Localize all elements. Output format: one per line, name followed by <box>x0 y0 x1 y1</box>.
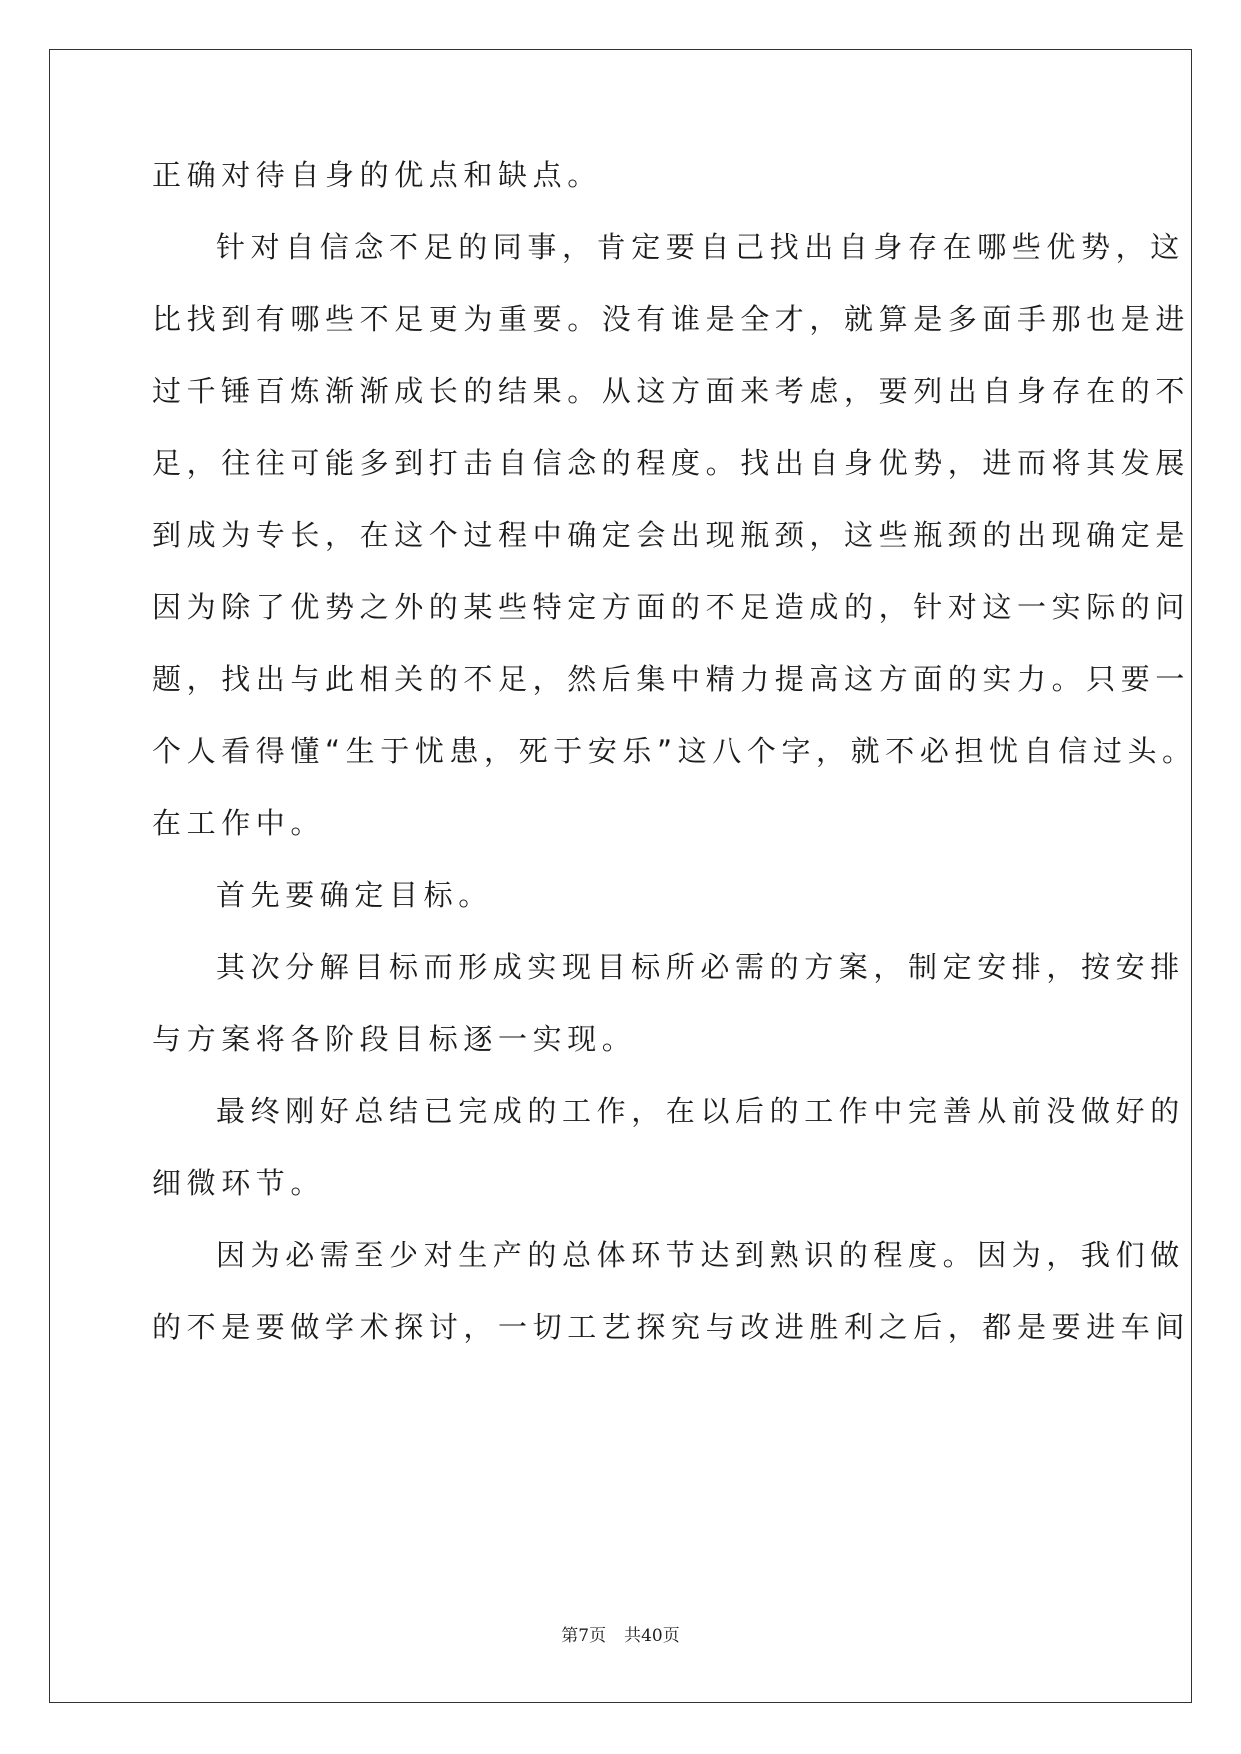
current-page-number: 第7页 <box>561 1626 607 1646</box>
text-line-10: 在工作中。 <box>152 806 326 840</box>
text-line-5: 足，往往可能多到打击自信念的程度。找出自身优势，进而将其发展 <box>152 446 1191 480</box>
text-line-4: 过千锤百炼渐渐成长的结果。从这方面来考虑，要列出自身存在的不 <box>152 374 1191 408</box>
text-line-9: 个人看得懂“生于忧患，死于安乐”这八个字，就不必担忧自信过头。 <box>152 734 1197 768</box>
text-line-11: 首先要确定目标。 <box>216 878 493 912</box>
text-line-15: 细微环节。 <box>152 1166 326 1200</box>
text-line-8: 题，找出与此相关的不足，然后集中精力提高这方面的实力。只要一 <box>152 662 1191 696</box>
text-line-2: 针对自信念不足的同事，肯定要自己找出自身存在哪些优势，这 <box>216 230 1185 264</box>
page-footer <box>0 1625 1241 1647</box>
total-pages: 共40页 <box>624 1626 680 1646</box>
text-line-16: 因为必需至少对生产的总体环节达到熟识的程度。因为，我们做 <box>216 1238 1185 1272</box>
text-line-6: 到成为专长，在这个过程中确定会出现瓶颈，这些瓶颈的出现确定是 <box>152 518 1191 552</box>
text-line-3: 比找到有哪些不足更为重要。没有谁是全才，就算是多面手那也是进 <box>152 302 1191 336</box>
text-line-7: 因为除了优势之外的某些特定方面的不足造成的，针对这一实际的问 <box>152 590 1191 624</box>
text-line-17: 的不是要做学术探讨，一切工艺探究与改进胜利之后，都是要进车间 <box>152 1310 1191 1344</box>
text-line-13: 与方案将各阶段目标逐一实现。 <box>152 1022 637 1056</box>
text-line-12: 其次分解目标而形成实现目标所必需的方案，制定安排，按安排 <box>216 950 1185 984</box>
text-line-14: 最终刚好总结已完成的工作，在以后的工作中完善从前没做好的 <box>216 1094 1185 1128</box>
text-line-1: 正确对待自身的优点和缺点。 <box>152 158 602 192</box>
